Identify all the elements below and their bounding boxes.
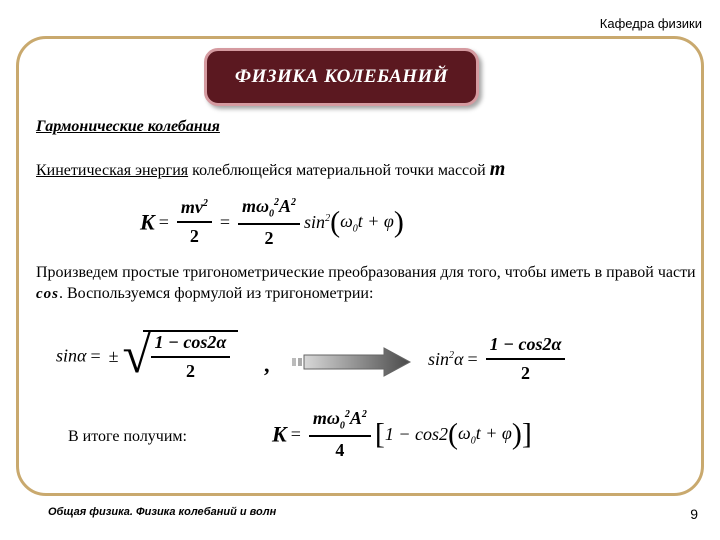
result-label: В итоге получим: (68, 428, 187, 445)
formula-sin-squared: $\sin^2\alpha$ = $\frac{1 - \cos 2\alpha}{2}$ (428, 334, 569, 384)
formula-final-kinetic-energy: K = $\frac{m\omega_0^2A^2}{4}$ $[1 - \cos 2(\omega_0t + \varphi)]$ (272, 408, 532, 460)
kinetic-energy-rest: колеблющейся материальной точки массой (188, 162, 486, 179)
slide-title: ФИЗИКА КОЛЕБАНИЙ (234, 66, 449, 87)
page-number: 9 (690, 506, 698, 522)
paragraph-part1: Произведем простые тригонометрические преобразования для того, чтобы иметь в правой части (36, 264, 696, 281)
formula-kinetic-energy: K = $\frac{mv^2}{2}$ = $\frac{m\omega_0^2A^2}{2}$ $\sin^2(\omega_0t + \varphi)$ (140, 196, 404, 248)
cos-term: cos (36, 286, 59, 302)
formula-separator-comma: , (264, 352, 270, 377)
kinetic-energy-term: Кинетическая энергия (36, 162, 189, 179)
mass-symbol: m (489, 158, 506, 180)
right-arrow-icon (292, 346, 412, 378)
department-label: Кафедра физики (599, 16, 702, 31)
course-footer: Общая физика. Физика колебаний и волн (48, 506, 277, 518)
paragraph-part2: . Воспользуемся формулой из тригонометрии: (59, 285, 374, 302)
slide-title-box (204, 48, 479, 106)
formula-sin-half-angle: sinα = ± √ $\frac{1 - \cos 2\alpha}{2}$ (56, 330, 238, 382)
kinetic-energy-sentence (36, 158, 505, 181)
section-subtitle: Гармонические колебания (36, 118, 220, 135)
transformation-paragraph (36, 262, 696, 305)
